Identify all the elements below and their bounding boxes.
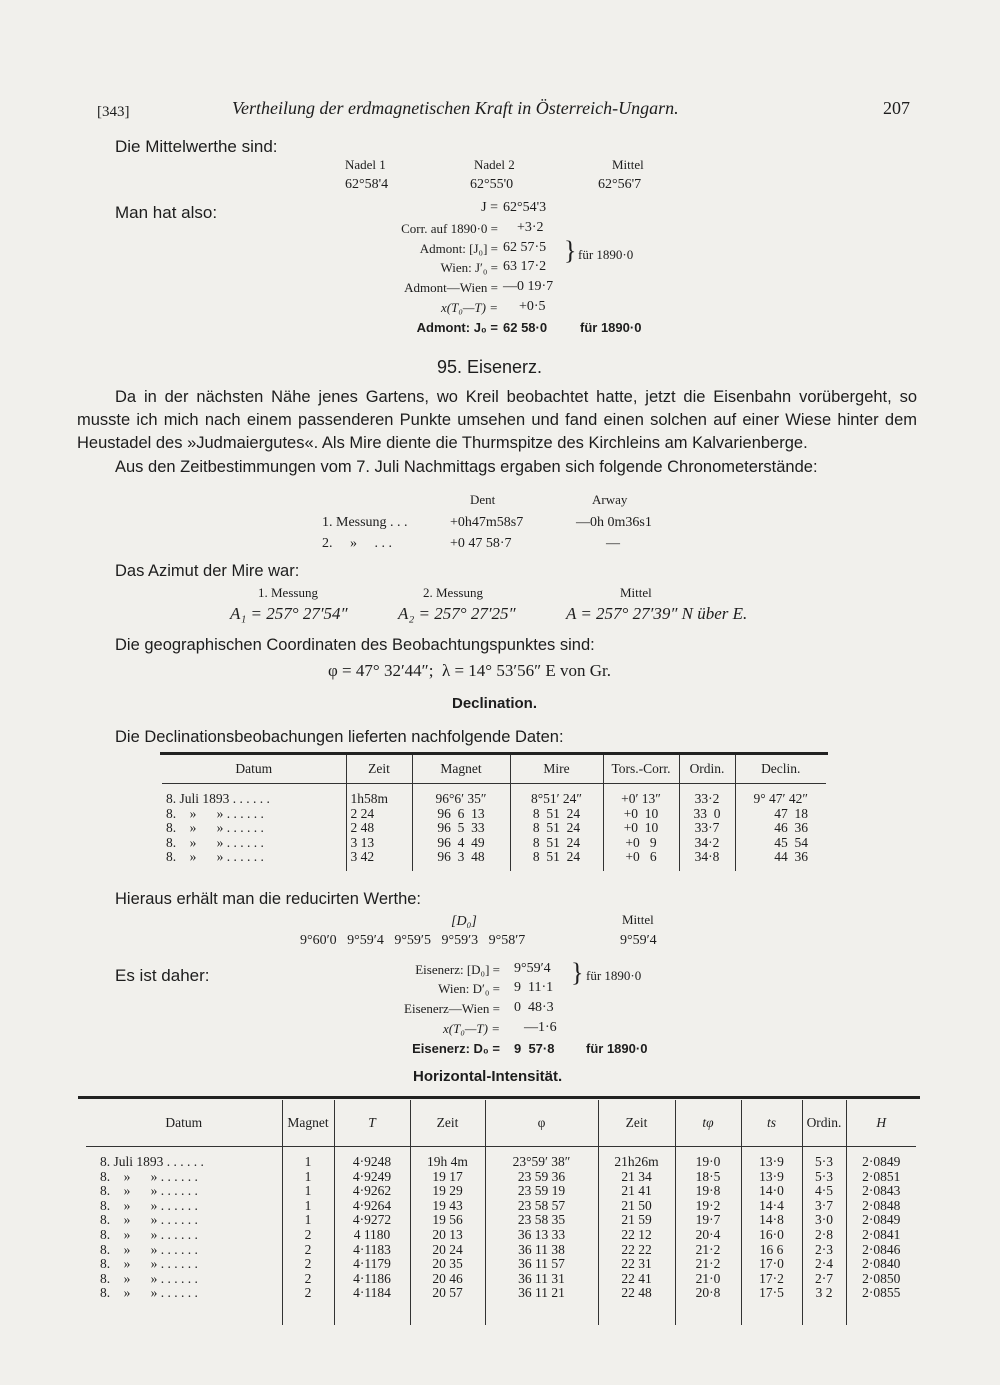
cell-magnet: 2 [282,1243,334,1258]
cell-datum: 8. » » . . . . . . [100,1256,198,1272]
cell-zeit: 2 24 [346,807,412,822]
cell-T: 4·1186 [334,1272,410,1287]
cell-datum: 8. » » . . . . . . [166,805,264,821]
cell-zeit: 20 13 [410,1228,485,1243]
chrono-row2-label: 2. » . . . [322,536,392,551]
cell-ordin: 2·4 [802,1257,846,1272]
chrono-head-dent: Dent [470,492,496,507]
mittel-head: Mittel [612,157,644,172]
table-row [162,807,826,822]
cell-t-phi: 18·5 [675,1170,741,1185]
calc-value-6: +0·5 [519,299,546,314]
col-ordin: Ordin. [802,1100,846,1147]
cell-H: 2·0849 [846,1213,916,1228]
cell-datum: 8. » » . . . . . . [100,1183,198,1199]
cell-t-s: 14·0 [741,1184,802,1199]
cell-zeit: 1h58m [346,784,412,807]
admont-result-label: Admont: J₀ = [416,320,498,335]
decl-calc-value-1: 9°59′4 [514,961,551,976]
cell-zeit: 20 46 [410,1272,485,1287]
cell-ordin: 33 0 [679,807,735,822]
cell-datum: 8. » » . . . . . . [166,820,264,836]
cell-tors-corr: +0 9 [603,836,679,851]
cell-t-s: 16·0 [741,1228,802,1243]
decl-brace-note: für 1890·0 [586,968,642,983]
cell-ordin: 4·5 [802,1184,846,1199]
cell-magnet: 1 [282,1199,334,1214]
cell-zeit-2: 22 31 [598,1257,675,1272]
cell-mire: 8 51 24 [510,850,603,871]
eisenerz-result-value: 9 57·8 [514,1041,555,1056]
cell-t-phi: 20·4 [675,1228,741,1243]
cell-phi: 23 59 36 [485,1170,598,1185]
cell-magnet: 96 3 48 [412,850,510,871]
cell-H: 2·0849 [846,1147,916,1170]
chrono-row2-arway: — [606,536,620,551]
cell-ordin: 5·3 [802,1170,846,1185]
cell-phi: 23 59 19 [485,1184,598,1199]
cell-declin: 46 36 [735,821,826,836]
cell-T: 4·9262 [334,1184,410,1199]
cell-ordin: 3·7 [802,1199,846,1214]
nadel1-head: Nadel 1 [345,157,386,172]
es-ist-daher: Es ist daher: [115,966,210,985]
cell-magnet: 96°6′ 35″ [412,784,510,807]
col-H: H [846,1100,916,1147]
cell-ordin: 34·2 [679,836,735,851]
cell-zeit-2: 22 22 [598,1243,675,1258]
cell-ordin: 2·3 [802,1243,846,1258]
cell-zeit: 20 57 [410,1286,485,1325]
calc-label-6: x(T₀—T) = [441,300,498,315]
cell-t-s: 17·5 [741,1286,802,1325]
table-row [86,1257,916,1272]
cell-t-phi: 21·0 [675,1272,741,1287]
cell-zeit-2: 22 48 [598,1286,675,1325]
col-zeit-2: Zeit [598,1100,675,1147]
cell-tors-corr: +0′ 13″ [603,784,679,807]
cell-zeit-2: 22 41 [598,1272,675,1287]
cell-zeit: 2 48 [346,821,412,836]
azimut-value-mittel: A = 257° 27′39″ N über E. [566,604,748,623]
declination-table [162,755,826,871]
man-hat-also: Man hat also: [115,203,218,222]
azimut-head-2: 2. Messung [423,585,483,600]
cell-ordin: 5·3 [802,1147,846,1170]
cell-t-s: 17·2 [741,1272,802,1287]
horizontal-heading: Horizontal-Intensität. [413,1068,563,1085]
cell-T: 4·1179 [334,1257,410,1272]
cell-zeit-2: 22 12 [598,1228,675,1243]
decl-calc-value-3: 0 48·3 [514,1000,554,1015]
azimut-value-1: A₁ = 257° 27′54″ [230,604,348,623]
reduced-values: 9°60′0 9°59′4 9°59′5 9°59′3 9°58′7 [300,933,526,948]
cell-ordin: 2·7 [802,1272,846,1287]
chronometer-intro: Aus den Zeitbestimmungen vom 7. Juli Nachmittags ergaben sich folgende Chronometerstände: [115,458,818,476]
eisenerz-paragraph: Da in der nächsten Nähe jenes Gartens, wo Kreil beobachtet hatte, jetzt die Eisenbahn vorübergeht, so musste ich mich nach einem passenderen Punkte umsehen und fand einen solchen auf einer Wiese hinter dem Heustadel des »Judmaiergutes«. Als Mire diente die Thurmspitze des Kirchleins am Kalvarienberge. [77,388,917,452]
azimut-head-3: Mittel [620,585,652,600]
col-zeit: Zeit [346,755,412,784]
cell-zeit: 3 13 [346,836,412,851]
cell-mire: 8 51 24 [510,821,603,836]
cell-t-phi: 19·0 [675,1147,741,1170]
table-row [86,1199,916,1214]
reduced-mittel-head: Mittel [622,912,654,927]
chrono-head-arway: Arway [592,492,628,507]
azimut-head-1: 1. Messung [258,585,318,600]
calc-value-2: +3·2 [517,220,544,235]
cell-magnet: 1 [282,1147,334,1170]
cell-tors-corr: +0 10 [603,807,679,822]
table-row [162,850,826,871]
table-row [86,1184,916,1199]
calc-label-1: J = [481,200,498,215]
col-mire: Mire [510,755,603,784]
cell-t-s: 13·9 [741,1147,802,1170]
page-number: 207 [883,98,910,118]
cell-magnet: 1 [282,1213,334,1228]
cell-phi: 36 11 21 [485,1286,598,1325]
cell-t-phi: 19·2 [675,1199,741,1214]
horizontal-table [86,1100,916,1325]
cell-magnet: 2 [282,1228,334,1243]
col-tors-corr: Tors.-Corr. [603,755,679,784]
decl-calc-label-4: x(T₀—T) = [443,1021,500,1036]
cell-H: 2·0855 [846,1286,916,1325]
table-row [162,836,826,851]
cell-declin: 47 18 [735,807,826,822]
calc-value-4: 63 17·2 [503,259,547,274]
cell-mire: 8 51 24 [510,807,603,822]
table-row [86,1170,916,1185]
azimut-value-2: A₂ = 257° 27′25″ [398,604,516,623]
chrono-row1-label: 1. Messung . . . [322,515,408,530]
cell-ordin: 3·0 [802,1213,846,1228]
cell-datum: 8. Juli 1893 . . . . . . [100,1154,204,1169]
eisenerz-result-note: für 1890·0 [586,1041,648,1056]
horizontal-table-rule [78,1096,920,1099]
mittelwerthe-intro: Die Mittelwerthe sind: [115,137,278,156]
calc-label-3: Admont: [J₀] = [419,241,498,256]
cell-H: 2·0848 [846,1199,916,1214]
reduced-intro: Hieraus erhält man die reducirten Werthe: [115,890,422,908]
table-row [86,1286,916,1325]
calc-label-4: Wien: J′₀ = [440,260,498,275]
cell-H: 2·0841 [846,1228,916,1243]
calc-label-2: Corr. auf 1890·0 = [401,221,498,236]
cell-phi: 36 11 38 [485,1243,598,1258]
declination-intro: Die Declinationsbeobachungen lieferten nachfolgende Daten: [115,728,564,746]
table-row [86,1213,916,1228]
col-t-phi: tφ [675,1100,741,1147]
cell-zeit: 19 17 [410,1170,485,1185]
col-phi: φ [485,1100,598,1147]
cell-zeit: 19 29 [410,1184,485,1199]
col-t-s: ts [741,1100,802,1147]
cell-magnet: 2 [282,1257,334,1272]
col-T: T [334,1100,410,1147]
cell-phi: 23°59′ 38″ [485,1147,598,1170]
cell-zeit: 19 43 [410,1199,485,1214]
calc-label-5: Admont—Wien = [404,280,498,295]
table-row [86,1147,916,1170]
cell-datum: 8. » » . . . . . . [100,1168,198,1184]
brace-note: für 1890·0 [578,247,634,262]
calc-value-1: 62°54'3 [503,200,547,215]
coord-intro: Die geographischen Coordinaten des Beobachtungspunktes sind: [115,636,595,654]
brace-icon: } [564,236,577,265]
cell-H: 2·0846 [846,1243,916,1258]
cell-zeit: 20 35 [410,1257,485,1272]
chrono-row2-dent: +0 47 58·7 [450,536,512,551]
col-datum: Datum [86,1100,282,1147]
col-datum: Datum [162,755,346,784]
cell-zeit: 19 56 [410,1213,485,1228]
cell-t-s: 14·8 [741,1213,802,1228]
nadel1-value: 62°58'4 [345,177,389,192]
cell-zeit: 20 24 [410,1243,485,1258]
cell-datum: 8. » » . . . . . . [166,849,264,865]
decl-calc-label-1: Eisenerz: [D₀] = [415,962,500,977]
cell-magnet: 96 6 13 [412,807,510,822]
cell-T: 4·9264 [334,1199,410,1214]
cell-ordin: 3 2 [802,1286,846,1325]
cell-ordin: 34·8 [679,850,735,871]
cell-zeit-2: 21h26m [598,1147,675,1170]
reduced-mean: 9°59′4 [620,933,657,948]
brace-icon: } [571,958,584,987]
cell-T: 4·9248 [334,1147,410,1170]
eisenerz-result-label: Eisenerz: D₀ = [412,1041,500,1056]
cell-t-s: 16 6 [741,1243,802,1258]
cell-datum: 8. Juli 1893 . . . . . . [166,791,270,806]
cell-zeit: 3 42 [346,850,412,871]
cell-magnet: 2 [282,1272,334,1287]
cell-H: 2·0851 [846,1170,916,1185]
cell-phi: 23 58 35 [485,1213,598,1228]
cell-t-phi: 21·2 [675,1257,741,1272]
cell-zeit-2: 21 59 [598,1213,675,1228]
cell-mire: 8 51 24 [510,836,603,851]
cell-tors-corr: +0 6 [603,850,679,871]
table-row [86,1243,916,1258]
nadel2-head: Nadel 2 [474,157,515,172]
cell-T: 4 1180 [334,1228,410,1243]
calc-value-5: —0 19·7 [503,279,554,294]
cell-datum: 8. » » . . . . . . [100,1197,198,1213]
mittel-value: 62°56'7 [598,177,642,192]
cell-ordin: 33·7 [679,821,735,836]
cell-declin: 44 36 [735,850,826,871]
cell-t-phi: 21·2 [675,1243,741,1258]
cell-t-phi: 19·8 [675,1184,741,1199]
cell-T: 4·9272 [334,1213,410,1228]
cell-t-phi: 19·7 [675,1213,741,1228]
cell-magnet: 1 [282,1170,334,1185]
cell-datum: 8. » » . . . . . . [100,1226,198,1242]
cell-tors-corr: +0 10 [603,821,679,836]
cell-magnet: 1 [282,1184,334,1199]
admont-result-value: 62 58·0 [503,320,548,335]
decl-calc-label-3: Eisenerz—Wien = [404,1001,500,1016]
cell-datum: 8. » » . . . . . . [100,1241,198,1257]
cell-declin: 9° 47′ 42″ [735,784,826,807]
col-magnet: Magnet [282,1100,334,1147]
cell-phi: 36 13 33 [485,1228,598,1243]
cell-t-s: 13·9 [741,1170,802,1185]
page-ref: [343] [97,104,130,120]
cell-mire: 8°51′ 24″ [510,784,603,807]
admont-result-note: für 1890·0 [580,320,642,335]
cell-declin: 45 54 [735,836,826,851]
table-row [86,1272,916,1287]
cell-datum: 8. » » . . . . . . [166,834,264,850]
azimut-intro: Das Azimut der Mire war: [115,562,300,580]
col-ordin: Ordin. [679,755,735,784]
cell-magnet: 96 4 49 [412,836,510,851]
cell-H: 2·0840 [846,1257,916,1272]
coord-line: φ = 47° 32′44″; λ = 14° 53′56″ E von Gr. [328,661,612,680]
running-title: Vertheilung der erdmagnetischen Kraft in Österreich-Ungarn. [232,98,679,118]
section-heading-eisenerz: 95. Eisenerz. [437,357,543,377]
cell-phi: 36 11 57 [485,1257,598,1272]
cell-zeit-2: 21 34 [598,1170,675,1185]
cell-ordin: 33·2 [679,784,735,807]
cell-datum: 8. » » . . . . . . [100,1270,198,1286]
nadel2-value: 62°55'0 [470,177,514,192]
decl-calc-value-2: 9 11·1 [514,980,554,995]
decl-calc-value-4: —1·6 [524,1020,557,1035]
cell-zeit-2: 21 41 [598,1184,675,1199]
cell-t-s: 14·4 [741,1199,802,1214]
reduced-head: [D₀] [451,914,477,929]
col-declin: Declin. [735,755,826,784]
cell-zeit: 19h 4m [410,1147,485,1170]
table-row [162,821,826,836]
cell-phi: 23 58 57 [485,1199,598,1214]
cell-H: 2·0843 [846,1184,916,1199]
declination-heading: Declination. [452,695,538,712]
cell-phi: 36 11 31 [485,1272,598,1287]
calc-value-3: 62 57·5 [503,240,547,255]
cell-zeit-2: 21 50 [598,1199,675,1214]
cell-datum: 8. » » . . . . . . [100,1285,198,1301]
cell-T: 4·1183 [334,1243,410,1258]
cell-ordin: 2·8 [802,1228,846,1243]
chrono-row1-dent: +0h47m58s7 [450,515,524,530]
chrono-row1-arway: —0h 0m36s1 [576,515,652,530]
cell-magnet: 96 5 33 [412,821,510,836]
cell-t-s: 17·0 [741,1257,802,1272]
cell-t-phi: 20·8 [675,1286,741,1325]
decl-calc-label-2: Wien: D′₀ = [438,981,500,996]
table-row [162,784,826,807]
col-zeit: Zeit [410,1100,485,1147]
cell-datum: 8. » » . . . . . . [100,1212,198,1228]
cell-T: 4·9249 [334,1170,410,1185]
cell-magnet: 2 [282,1286,334,1325]
cell-T: 4·1184 [334,1286,410,1325]
col-magnet: Magnet [412,755,510,784]
cell-H: 2·0850 [846,1272,916,1287]
table-row [86,1228,916,1243]
